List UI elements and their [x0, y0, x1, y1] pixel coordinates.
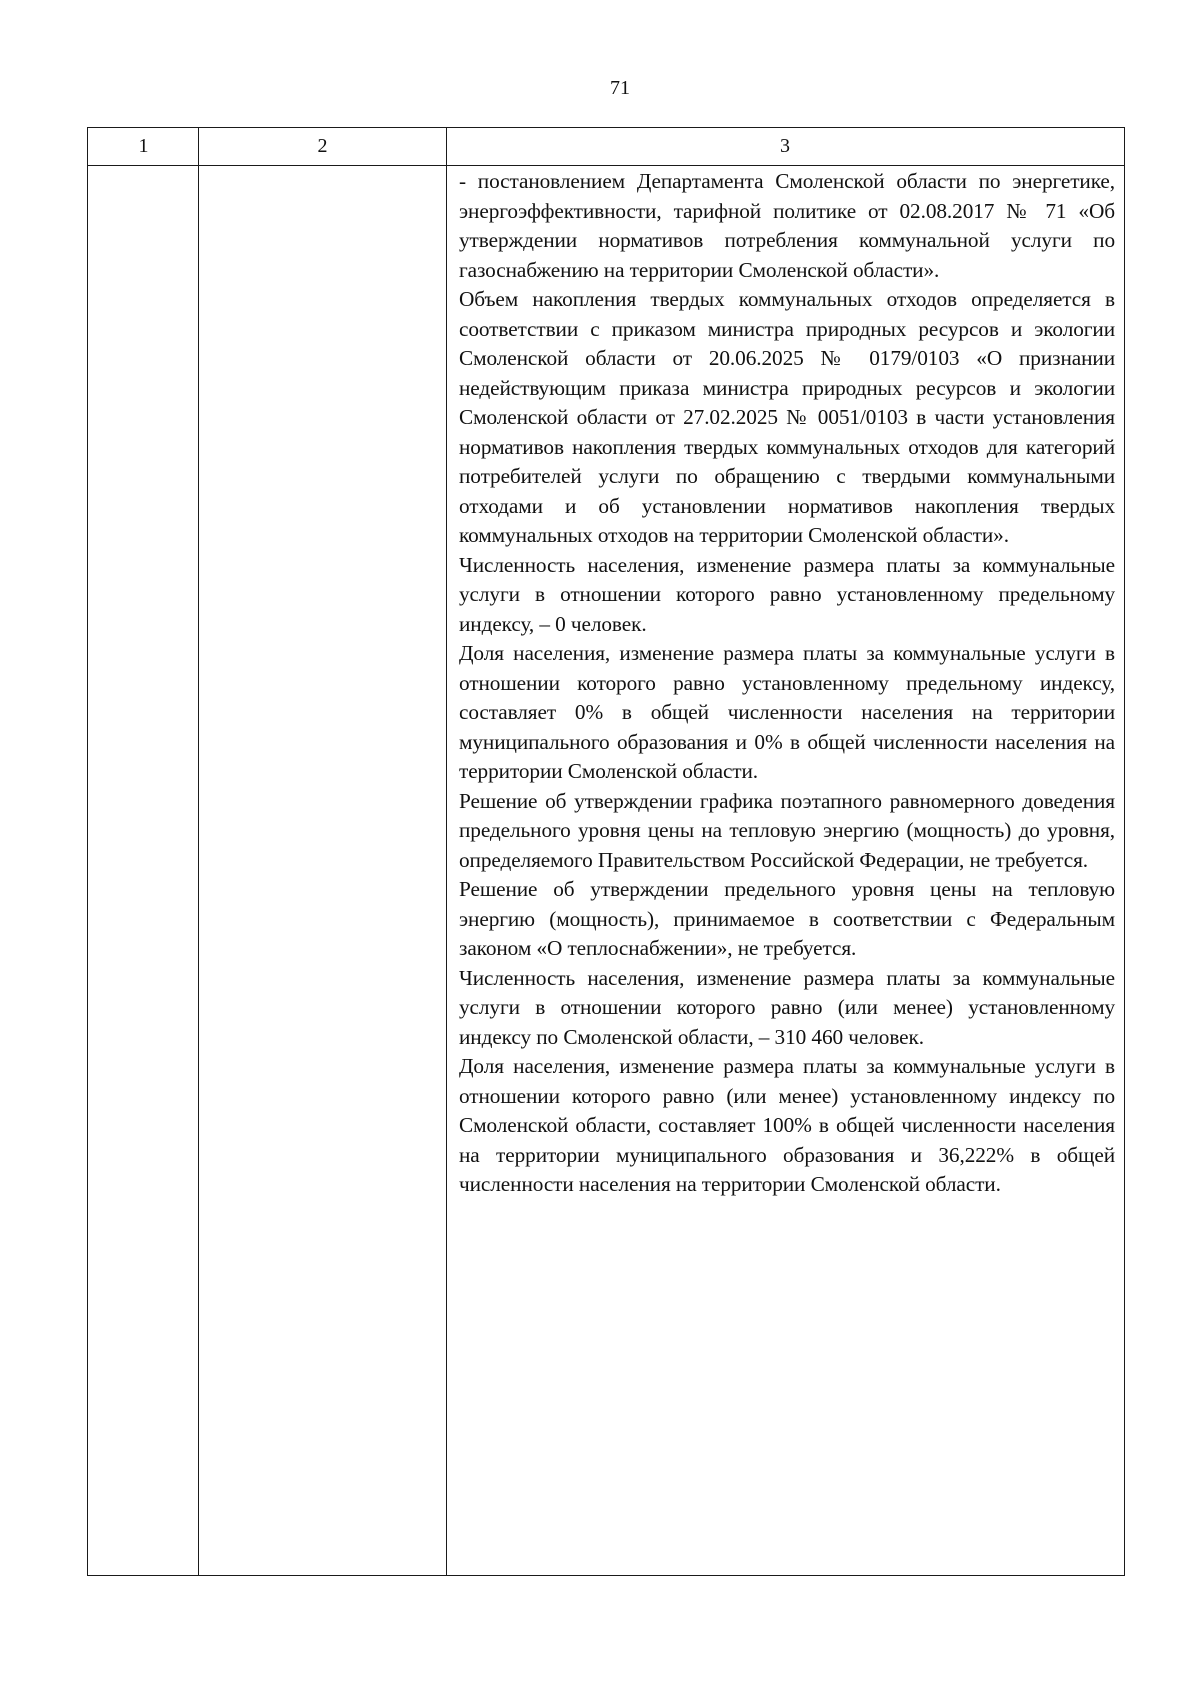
- paragraph-waste-accumulation: Объем накопления твердых коммунальных отходов определяется в соответствии с приказом министра природных ресурсов и экологии Смоленской области от 20.06.2025 № 0179/0103 «О признании недействующим приказа министра природных ресурсов и экологии Смоленской области от 27.02.2025 № 0051/0103 в части установления нормативов накопления твердых коммунальных отходов для категорий потребителей услуги по обращению с твердыми коммунальными отходами и об установлении нормативов накопления твердых коммунальных отходов на территории Смоленской области».: [459, 287, 1115, 547]
- paragraph-population-equal-index: Численность населения, изменение размера платы за коммунальные услуги в отношении которого равно установленному предельному индексу, – 0 человек.: [459, 552, 1115, 636]
- paragraph-heat-price-schedule: Решение об утверждении графика поэтапного равномерного доведения предельного уровня цены на тепловую энергию (мощность) до уровня, определяемого Правительством Российской Федерации, не требуется.: [459, 788, 1115, 872]
- paragraph-share-equal-index: Доля населения, изменение размера платы за коммунальные услуги в отношении которого равно установленному предельному индексу, составляет 0% в общей численности населения на территории муниципального образования и 0% в общей численности населения на территории Смоленской области.: [459, 641, 1115, 783]
- paragraph-gas-supply-norms: - постановлением Департамента Смоленской области по энергетике, энергоэффективности, тарифной политике от 02.08.2017 № 71 «Об утверждении нормативов потребления коммунальной услуги по газоснабжению на территории Смоленской области».: [459, 169, 1115, 282]
- paragraph-share-below-index: Доля населения, изменение размера платы за коммунальные услуги в отношении которого равно (или менее) установленному индексу по Смоленской области, составляет 100% в общей численности населения на территории муниципального образования и 36,222% в общей численности населения на территории Смоленской области.: [459, 1054, 1115, 1196]
- paragraph-population-below-index: Численность населения, изменение размера платы за коммунальные услуги в отношении которого равно (или менее) установленному индексу по Смоленской области, – 310 460 человек.: [459, 965, 1115, 1049]
- paragraph-heat-price-limit: Решение об утверждении предельного уровня цены на тепловую энергию (мощность), принимаемое в соответствии с Федеральным законом «О теплоснабжении», не требуется.: [459, 877, 1115, 960]
- document-table: [87, 127, 1125, 1576]
- column-divider-1: [198, 128, 199, 1575]
- page-number: 71: [610, 77, 630, 99]
- table-header-row: [88, 128, 1124, 166]
- column-header-2: 2: [317, 135, 328, 157]
- column-header-3: 3: [780, 135, 790, 157]
- column-divider-2: [446, 128, 447, 1575]
- table-cell-column-3: [459, 167, 1115, 1200]
- column-header-1: 1: [138, 135, 149, 157]
